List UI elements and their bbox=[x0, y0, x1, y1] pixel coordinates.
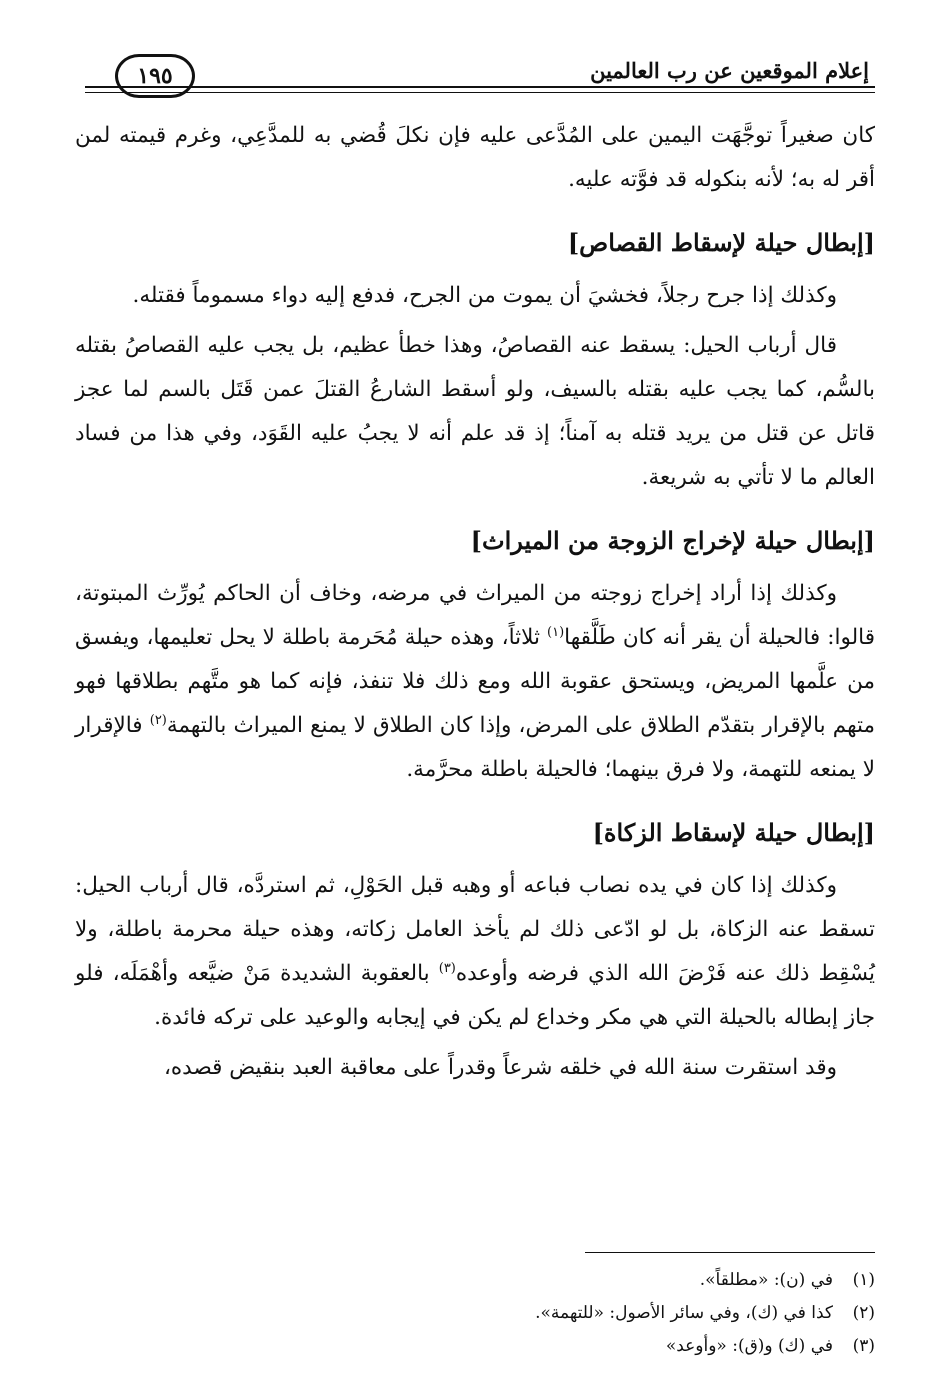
paragraph: وقد استقرت سنة الله في خلقه شرعاً وقدراً على معاقبة العبد بنقيض قصده، bbox=[163, 1055, 837, 1080]
footnote-ref-3[interactable]: (٣) bbox=[438, 960, 456, 976]
footnote-text: في (ن): «مطلقاً». bbox=[699, 1270, 833, 1290]
main-text bbox=[75, 114, 875, 1096]
footnote-2 bbox=[75, 1297, 875, 1330]
footnote-number: (٢) bbox=[852, 1303, 875, 1323]
footnote-ref-2[interactable]: (٢) bbox=[149, 712, 167, 728]
paragraph-text: فالإقرار لا يمنعه للتهمة، ولا فرق بينهما؛ فالحيلة باطلة محرَّمة. bbox=[75, 713, 875, 782]
footnotes bbox=[75, 1264, 875, 1363]
footnote-number: (٣) bbox=[852, 1336, 875, 1356]
paragraph-text: بالعقوبة الشديدة مَنْ ضيَّعه وأهْمَلَه، فلو جاز إبطاله بالحيلة التي هي مكر وخداع لم يكن في إيجابه والوعيد على تركه فائدة. bbox=[75, 961, 875, 1030]
header-rule-thin bbox=[85, 92, 875, 93]
paragraph bbox=[75, 572, 875, 792]
footnote-text: كذا في (ك)، وفي سائر الأصول: «للتهمة». bbox=[535, 1303, 833, 1323]
running-header bbox=[75, 40, 875, 100]
footnote-number: (١) bbox=[852, 1270, 875, 1290]
book-title: إعلام الموقعين عن رب العالمين bbox=[590, 58, 869, 83]
paragraph-text: وكذلك إذا أراد إخراج زوجته من الميراث في مرضه، وخاف أن الحاكم يُورِّث المبتوتة، قالوا: فالحيلة أن يقر أنه كان طَلَّقها bbox=[75, 581, 875, 650]
page-number: ١٩٥ bbox=[137, 63, 173, 89]
footnote-ref-1[interactable]: (١) bbox=[547, 624, 565, 640]
paragraph: قال أرباب الحيل: يسقط عنه القصاصُ، وهذا خطأ عظيم، بل يجب عليه القصاصُ بقتله بالسُّم، كما يجب عليه بقتله بالسيف، ولو أسقط الشارعُ القتلَ عمن قَتَل بالسم لما عجز قاتل عن قتل من يريد قتله به آمناً؛ إذ قد علم أنه لا يجبُ عليه القَوَد، وفي هذا من فساد العالم ما لا تأتي به شريعة. bbox=[75, 333, 875, 490]
section-heading-inheritance: [إبطال حيلة لإخراج الزوجة من الميراث] bbox=[470, 526, 875, 555]
book-page bbox=[75, 40, 875, 1360]
footnote-separator bbox=[585, 1252, 875, 1253]
intro-paragraph: كان صغيراً توجَّهَت اليمين على المُدَّعى عليه فإن نكلَ قُضي به للمدَّعِي، وغرم قيمته لمن أقر له به؛ لأنه بنكوله قد فوَّته عليه. bbox=[75, 123, 875, 192]
paragraph-text: ثلاثاً، وهذه حيلة مُحَرمة باطلة لا يحل تعليمها، ويفسق من علَّمها المريض، ويستحق عقوبة الله ومع ذلك فلا تنفذ، فإنه كما هو متَّهم بطلاقها فهو متهم بالإقرار بتقدّم الطلاق على المرض، وإذا كان الطلاق لا يمنع الميراث بالتهمة bbox=[75, 625, 875, 738]
paragraph: وكذلك إذا جرح رجلاً، فخشيَ أن يموت من الجرح، فدفع إليه دواء مسموماً فقتله. bbox=[132, 283, 837, 308]
footnote-text: في (ك) و(ق): «وأوعد» bbox=[665, 1336, 833, 1356]
paragraph bbox=[75, 864, 875, 1040]
header-rule bbox=[85, 86, 875, 88]
footnote-1 bbox=[75, 1264, 875, 1297]
paragraph-text: وكذلك إذا كان في يده نصاب فباعه أو وهبه قبل الحَوْلِ، ثم استردَّه، قال أرباب الحيل: تسقط عنه الزكاة، بل لو ادّعى ذلك لم يأخذ العامل زكاته، وهذه حيلة محرمة باطلة، ولا يُسْقِط ذلك عنه فَرْضَ الله الذي فرضه وأوعده bbox=[75, 873, 875, 986]
footnote-3 bbox=[75, 1330, 875, 1363]
section-heading-zakat: [إبطال حيلة لإسقاط الزكاة] bbox=[592, 818, 875, 847]
section-heading-qisas: [إبطال حيلة لإسقاط القصاص] bbox=[567, 228, 875, 257]
